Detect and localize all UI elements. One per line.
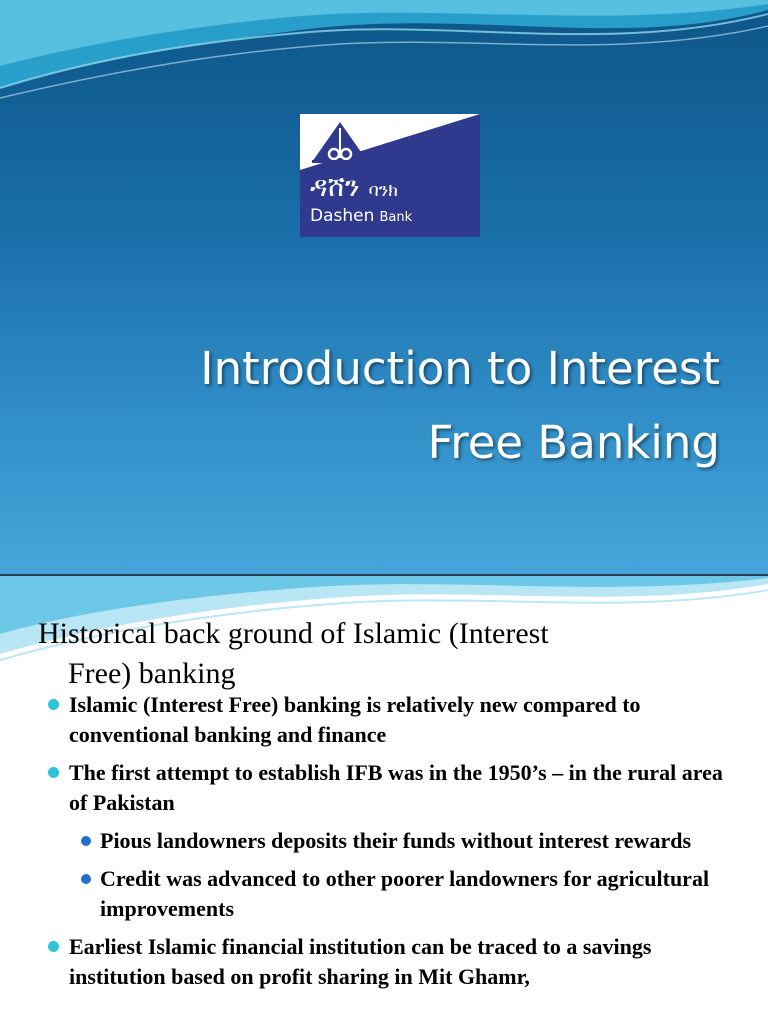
sub-bullet-dot-icon — [81, 874, 91, 884]
sub-list-item: Pious landowners deposits their funds without interest rewards — [0, 826, 768, 856]
title-line-2: Free Banking — [427, 416, 720, 469]
sub-list-item: Credit was advanced to other poorer landowners for agricultural improvements — [0, 864, 768, 924]
bullet-dot-icon — [48, 767, 59, 778]
content-slide — [0, 576, 768, 1024]
list-item: Earliest Islamic financial institution can be traced to a savings institution based on profit sharing in Mit Ghamr, — [0, 932, 768, 992]
sub-bullet-dot-icon — [81, 836, 91, 846]
logo-amharic-text: ዳሸን ባንክ — [310, 170, 398, 203]
heading-line-1: Historical back ground of Islamic (Interest — [38, 617, 549, 650]
heading-line-2: Free) banking — [68, 657, 236, 690]
bullet-list — [0, 690, 768, 1000]
title-line-1: Introduction to Interest — [200, 342, 720, 395]
logo-emblem — [300, 114, 480, 170]
top-wave-decoration — [0, 0, 768, 110]
list-item: The first attempt to establish IFB was in the 1950’s – in the rural area of Pakistan — [0, 758, 768, 818]
content-heading — [38, 614, 738, 694]
bullet-dot-icon — [48, 941, 59, 952]
list-item: Islamic (Interest Free) banking is relatively new compared to conventional banking and finance — [0, 690, 768, 750]
slide-title — [80, 332, 720, 480]
dashen-bank-logo — [300, 114, 480, 237]
logo-bank-name: Dashen Bank — [310, 206, 413, 226]
bullet-dot-icon — [48, 699, 59, 710]
